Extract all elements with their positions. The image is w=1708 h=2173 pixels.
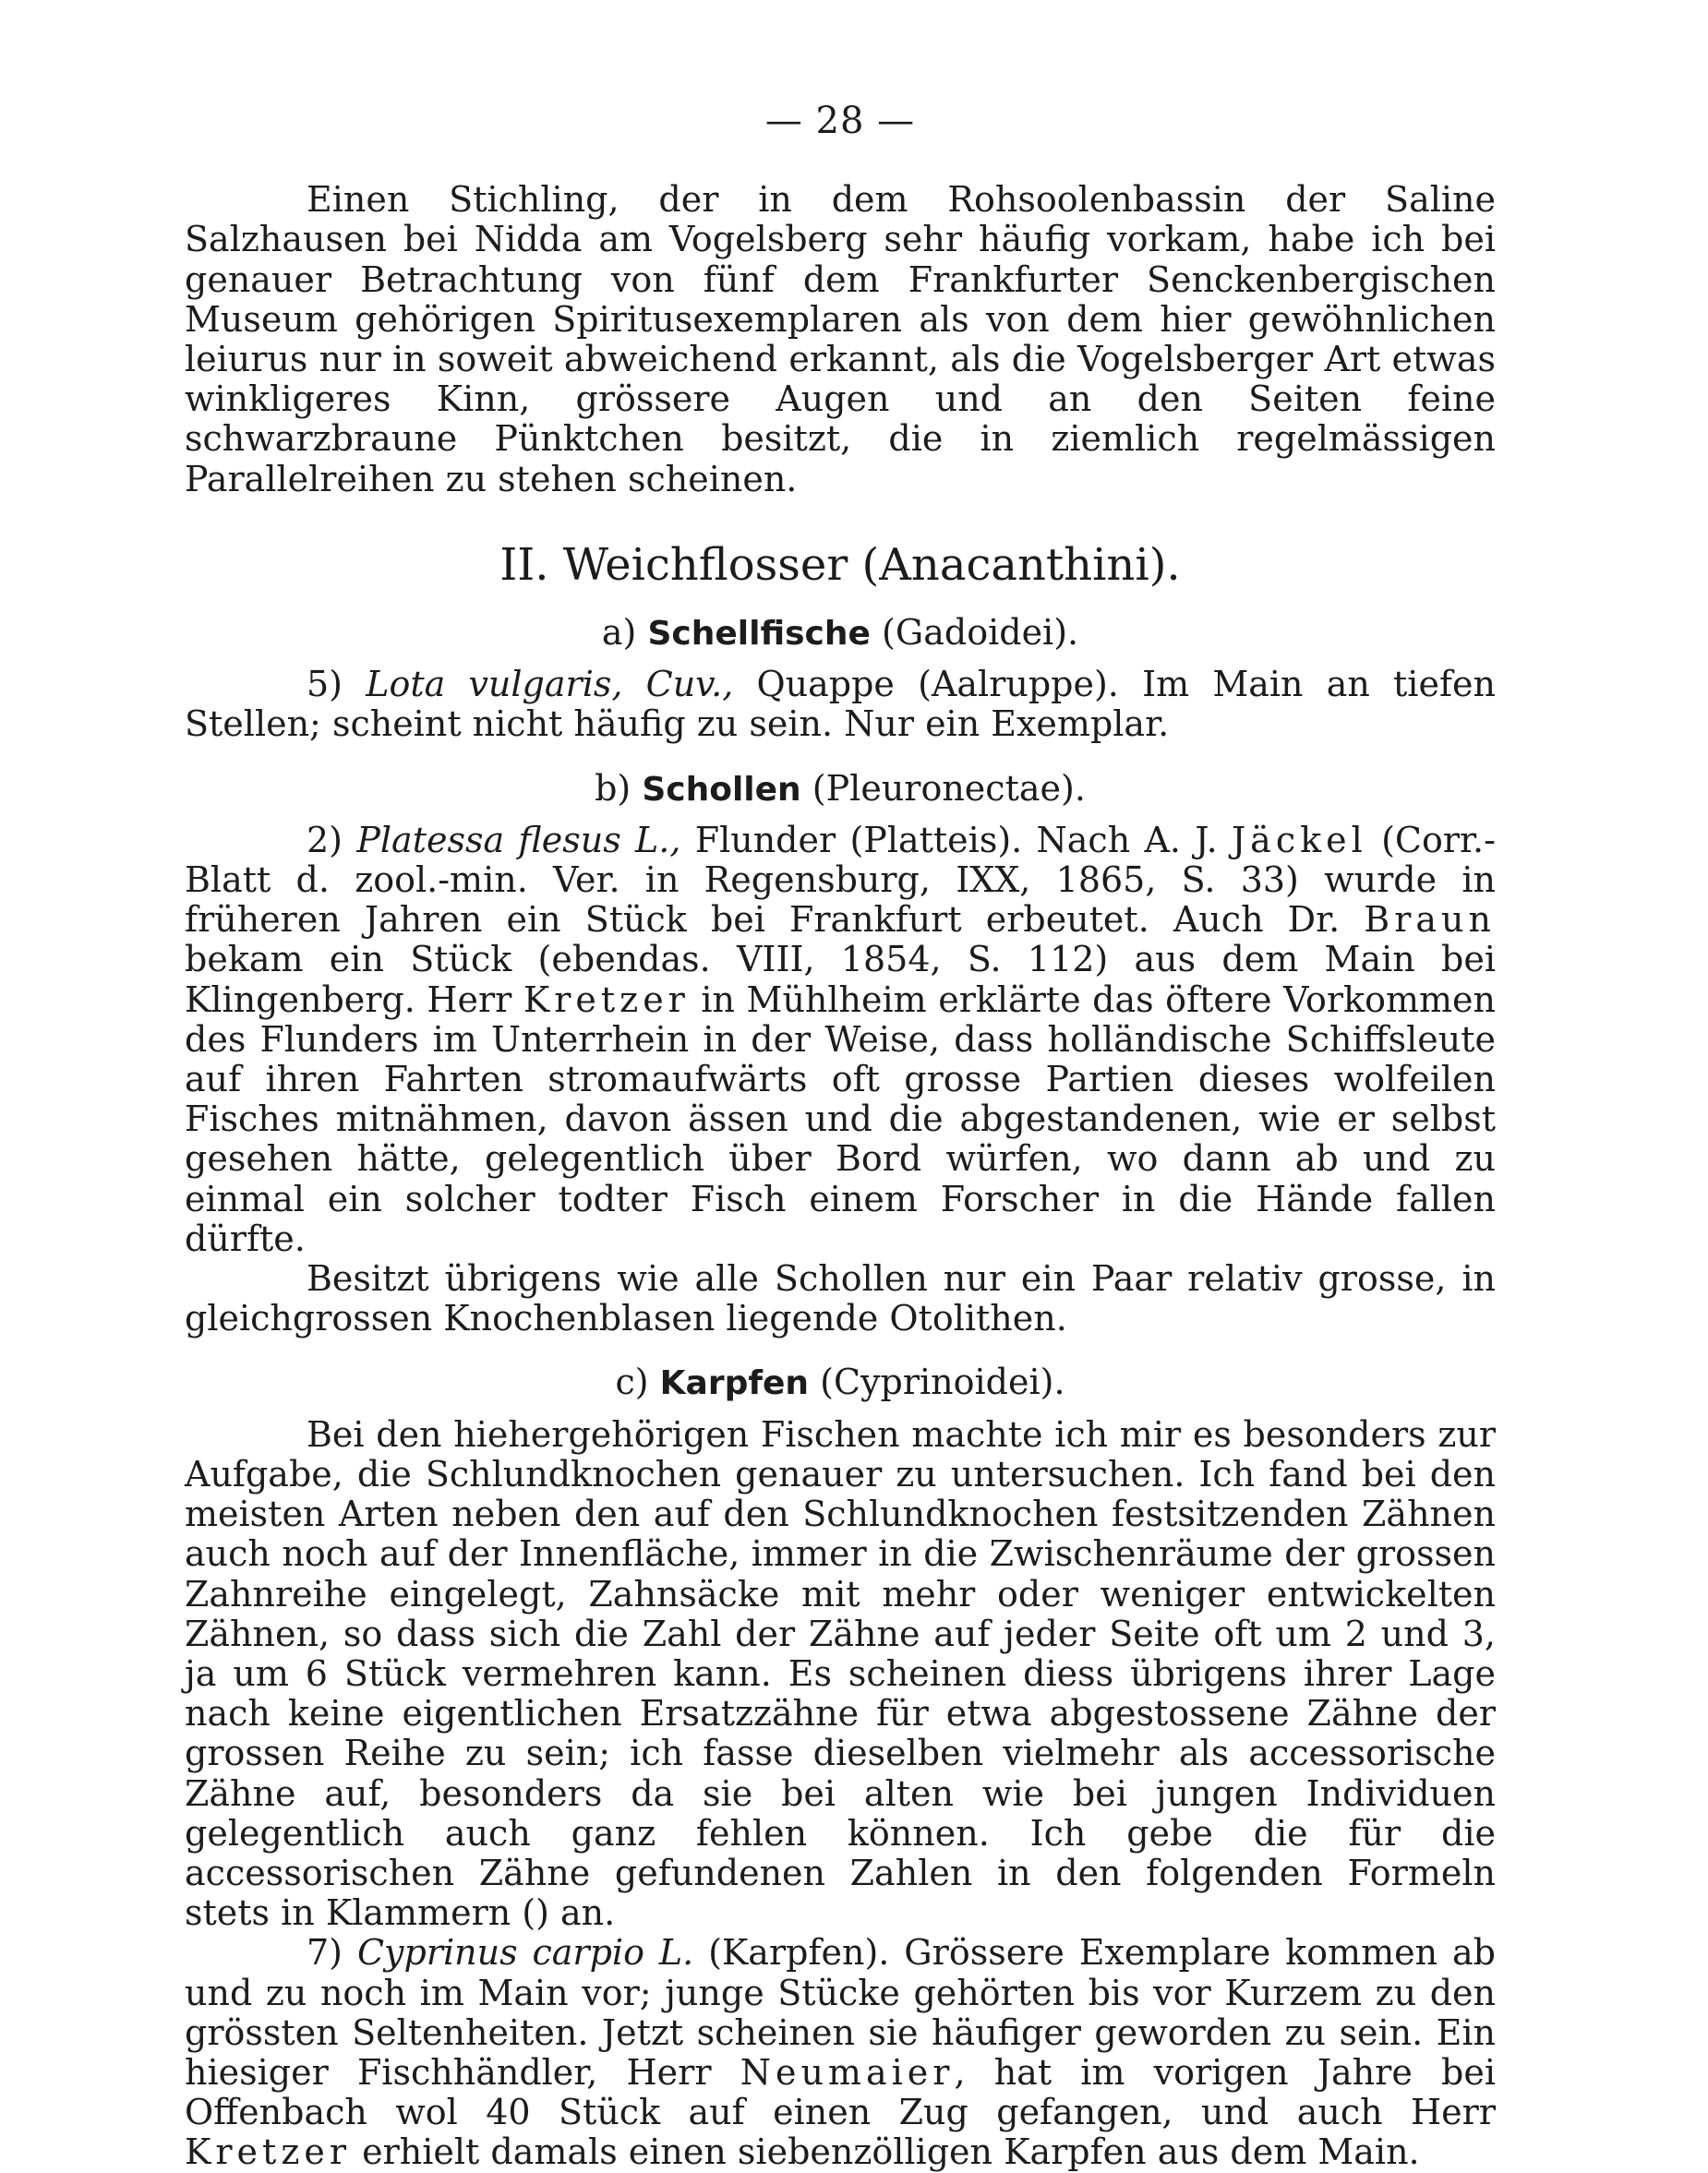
subsection-name: Schellfische: [647, 615, 871, 654]
author-name: Braun: [1364, 899, 1496, 941]
species-entry-lota: [185, 665, 1496, 744]
person-name: Kretzer: [523, 978, 690, 1020]
subsection-name: Karpfen: [659, 1364, 810, 1403]
species-entry-cyprinus: [185, 1933, 1496, 2172]
subsection-heading-b: [185, 769, 1496, 810]
page-number: — 28 —: [764, 100, 916, 142]
subsection-label: b): [595, 767, 631, 809]
subsection-name: Schollen: [642, 770, 801, 809]
subsection-latin: (Cyprinoidei).: [820, 1362, 1065, 1403]
document-page: [185, 102, 1496, 2173]
entry-number: 2): [307, 819, 343, 860]
entry-number: 7): [307, 1932, 343, 1974]
intro-paragraph: Einen Stichling, der in dem Rohsoolenbassin der Saline Salzhausen bei Nidda am Vogelsberg sehr häufig vorkam, habe ich bei genauer Betrachtung von fünf dem Frankfurter Senckenbergischen Museum gehörigen Spiritusexemplaren als von dem hier gewöhnlichen leiurus nur in soweit abweichend erkannt, als die Vogelsberger Art etwas winkligeres Kinn, grössere Augen und an den Seiten feine schwarzbraune Pünktchen besitzt, die in ziemlich regelmässigen Parallelreihen zu stehen scheinen.: [185, 179, 1496, 499]
schollen-note-paragraph: Besitzt übrigens wie alle Schollen nur ein Paar relativ grosse, in gleichgrossen Knochenblasen liegende Otolithen.: [185, 1258, 1496, 1339]
subsection-label: c): [615, 1362, 649, 1403]
section-title: II. Weichflosser (Anacanthini).: [499, 538, 1181, 591]
species-entry-platessa: [185, 821, 1496, 1259]
subsection-label: a): [601, 612, 637, 654]
entry-text: Flunder (Platteis). Nach A. J.: [694, 819, 1218, 860]
species-name: Lota vulgaris, Cuv.,: [366, 664, 734, 705]
entry-number: 5): [307, 664, 343, 705]
subsection-latin: (Pleuronectae).: [812, 767, 1086, 809]
person-name: Kretzer: [185, 2131, 351, 2173]
person-name: Neumaier: [740, 2051, 955, 2093]
entry-text: in Mühlheim erklärte das öftere Vorkommen des Flunders im Unterrhein in der Weise, dass holländische Schiffsleute auf ihren Fahrten stromaufwärts oft grosse Partien dieses wolfeilen Fisches mitnähmen, davon ässen und die abgestandenen, wie er selbst gesehen hätte, gelegentlich über Bord würfen, wo dann ab und zu einmal ein solcher todter Fisch einem Forscher in die Hände fallen dürfte.: [185, 978, 1496, 1259]
species-name: Cyprinus carpio L.: [356, 1932, 694, 1974]
karpfen-intro-paragraph: Bei den hiehergehörigen Fischen machte ich mir es besonders zur Aufgabe, die Schlundknochen genauer zu untersuchen. Ich fand bei den meisten Arten neben den auf den Schlundknochen festsitzenden Zähnen auch noch auf der Innenfläche, immer in die Zwischenräume der grossen Zahnreihe eingelegt, Zahnsäcke mit mehr oder weniger entwickelten Zähnen, so dass sich die Zahl der Zähne auf jeder Seite oft um 2 und 3, ja um 6 Stück vermehren kann. Es scheinen diess übrigens ihrer Lage nach keine eigentlichen Ersatzzähne für etwa abgestossene Zähne der grossen Reihe zu sein; ich fasse dieselben vielmehr als accessorische Zähne auf, besonders da sie bei alten wie bei jungen Individuen gelegentlich auch ganz fehlen können. Ich gebe die für die accessorischen Zähne gefundenen Zahlen in den folgenden Formeln stets in Klammern () an.: [185, 1413, 1496, 1934]
species-name: Platessa flesus L.,: [356, 819, 681, 860]
subsection-latin: (Gadoidei).: [882, 612, 1079, 654]
subsection-heading-a: [185, 613, 1496, 654]
entry-text: erhielt damals einen siebenzölligen Karpfen aus dem Main.: [362, 2131, 1420, 2173]
author-name: Jäckel: [1231, 819, 1367, 860]
entry-text: , hat im vorigen Jahre bei Offenbach wol 40 Stück auf einen Zug gefangen, und auch Herr: [185, 2051, 1496, 2133]
subsection-heading-c: [185, 1363, 1496, 1403]
entry-text: bekam ein Stück (ebendas. VIII, 1854, S. 112) aus dem Main bei Klingenberg. Herr: [185, 939, 1496, 1020]
entry-text: (Karpfen). Grössere Exemplare kommen ab und zu noch im Main vor; junge Stücke gehörten bis vor Kurzem zu den grössten Seltenheiten. Jetzt scheinen sie häufiger geworden zu sein. Ein hiesiger Fischhändler, Herr: [185, 1932, 1496, 2093]
entry-text: (Corr.-Blatt d. zool.-min. Ver. in Regensburg, IXX, 1865, S. 33) wurde in früheren Jahren ein Stück bei Frankfurt erbeutet. Auch Dr.: [185, 819, 1496, 941]
entry-text: Quappe (Aalruppe). Im Main an tiefen Stellen; scheint nicht häufig zu sein. Nur ein Exemplar.: [185, 664, 1496, 745]
